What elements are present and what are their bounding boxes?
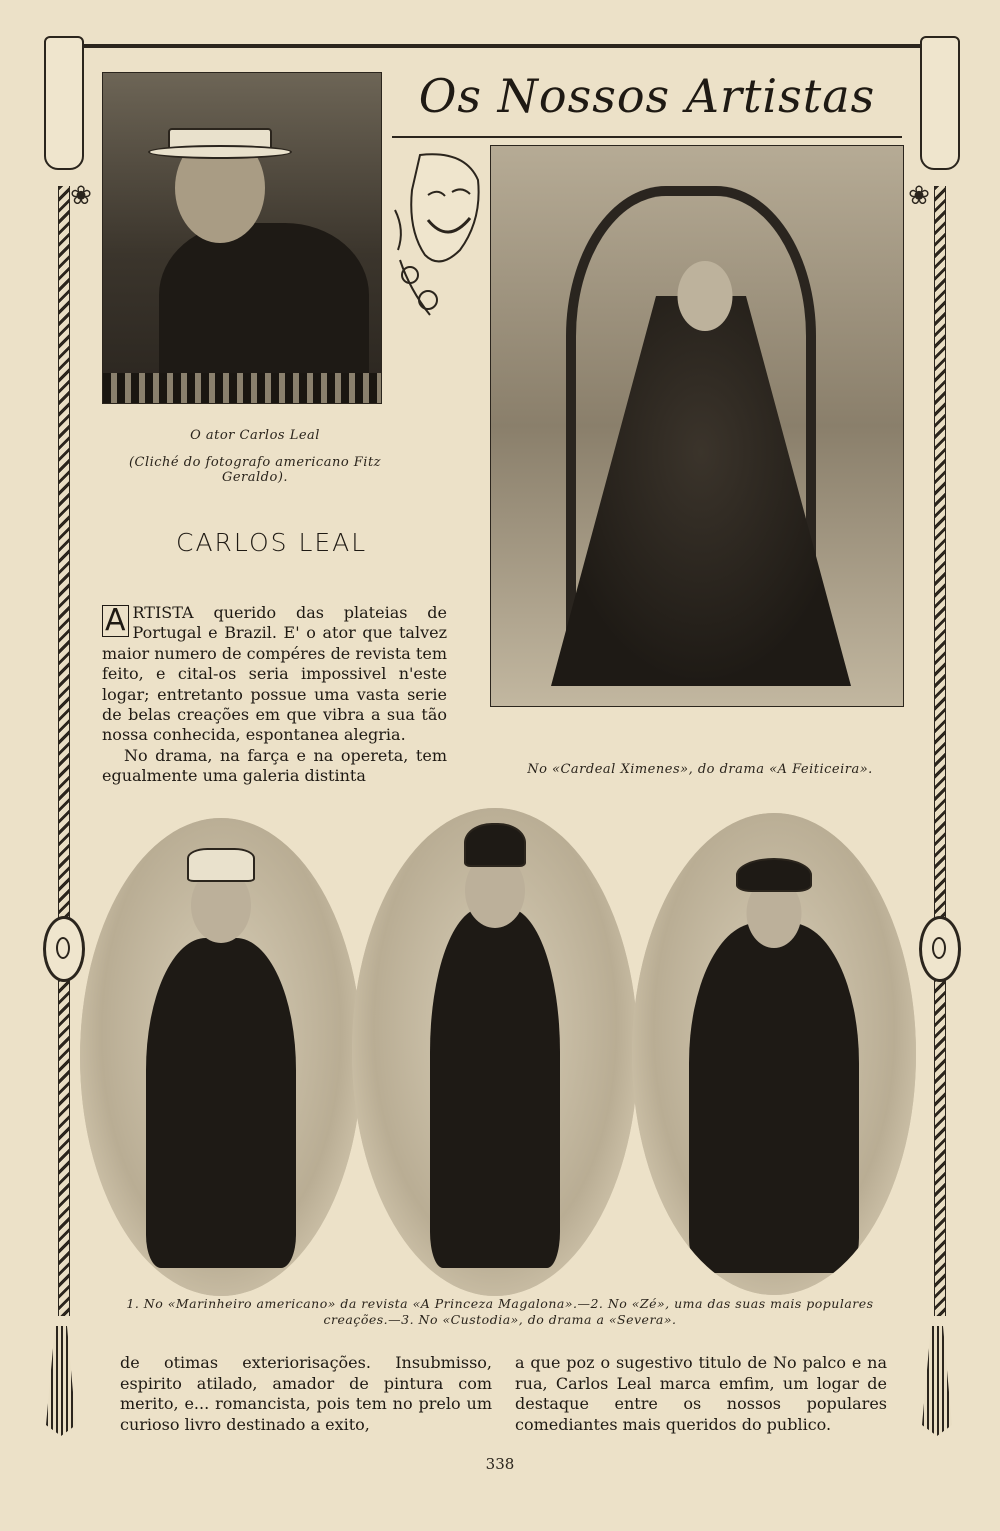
- page-title: Os Nossos Artistas: [392, 56, 902, 138]
- frame-top-border: [70, 44, 930, 48]
- article-paragraph-1: RTISTA querido das plateias de Portugal e Brazil. E' o ator que talvez maior numero de compéres de revista tem feito, e cital-os seria impossivel n'este logar; entretanto possue uma vasta serie de belas creações em que vibra a sua tão nossa conhecida, espontanea alegria.: [102, 603, 447, 745]
- right-pillar-ornament: [928, 36, 950, 1436]
- right-rope-ornament: [934, 186, 946, 1316]
- article-heading: CARLOS LEAL: [176, 528, 368, 557]
- ze-character-photo: [352, 808, 638, 1296]
- cardinal-photo: [490, 145, 904, 707]
- portrait-caption: O ator Carlos Leal: [190, 428, 320, 443]
- portrait-photo-carlos-leal: [102, 72, 382, 404]
- article-column-bottom-left: de otimas exteriorisações. Insubmisso, espirito atilado, amador de pintura com merito, e... romancista, pois tem no prelo um curioso livro destinado a exito,: [120, 1353, 492, 1434]
- right-rose-icon: ❀: [908, 181, 930, 211]
- drop-cap: A: [102, 605, 129, 637]
- bottom-photos-caption: 1. No «Marinheiro americano» da revista «A Princeza Magalona».—2. No «Zé», uma das suas mais populares creações.—3. No «Custodia», do drama a «Severa».: [126, 1296, 874, 1327]
- right-medallion-ornament: [919, 916, 961, 982]
- article-paragraph-2: No drama, na farça e na opereta, tem egualmente uma galeria distinta: [102, 745, 447, 786]
- theatre-mask-icon: [390, 150, 485, 320]
- portrait-credit: (Cliché do fotografo americano Fitz Geraldo).: [128, 455, 382, 485]
- article-column-bottom-right: a que poz o sugestivo titulo de No palco e na rua, Carlos Leal marca emfim, um logar de destaque entre os nossos populares comediantes mais queridos do publico.: [515, 1353, 887, 1434]
- article-column-top: [102, 603, 447, 787]
- left-rope-ornament: [58, 186, 70, 1316]
- left-pillar-ornament: [52, 36, 74, 1436]
- right-tassel-ornament: [922, 1326, 952, 1436]
- cardinal-caption: No «Cardeal Ximenes», do drama «A Feiticeira».: [527, 762, 873, 777]
- sailor-photo: [80, 818, 362, 1296]
- page-number: 338: [485, 1455, 515, 1473]
- left-tassel-ornament: [46, 1326, 76, 1436]
- right-scroll-ornament: [920, 36, 960, 170]
- left-rose-icon: ❀: [70, 181, 92, 211]
- custodia-photo: [632, 813, 916, 1295]
- left-medallion-ornament: [43, 916, 85, 982]
- left-scroll-ornament: [44, 36, 84, 170]
